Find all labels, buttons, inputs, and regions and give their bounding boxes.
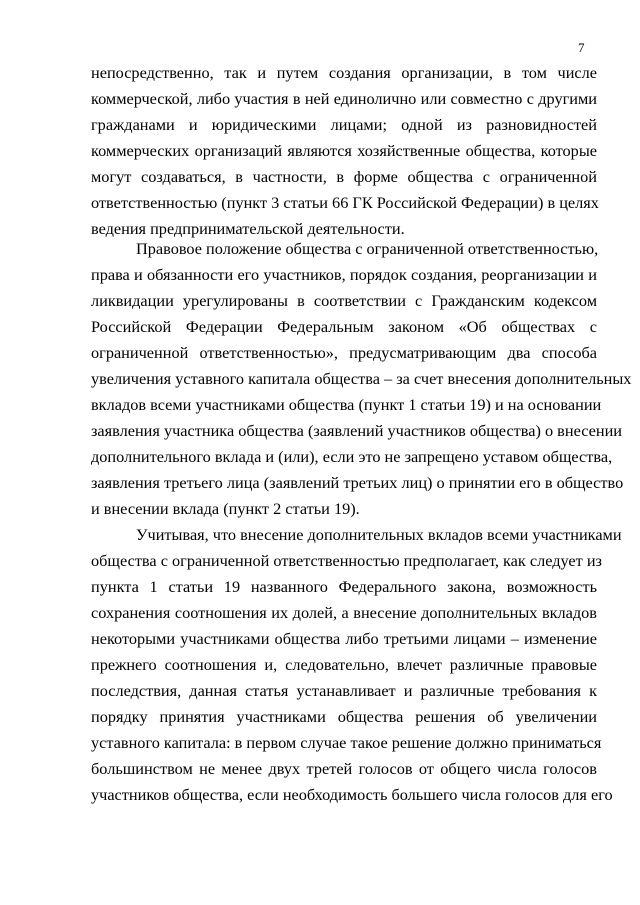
text-line: непосредственно, так и путем создания организации, в том числе: [91, 63, 597, 82]
text-line: права и обязанности его участников, порядок создания, реорганизации и: [91, 265, 597, 284]
paragraph-1: [91, 60, 597, 242]
text-line: заявления третьего лица (заявлений третьих лиц) о принятии его в общество: [91, 473, 624, 492]
text-line: Российской Федерации Федеральным законом «Об обществах с: [91, 317, 597, 336]
text-line: большинством не менее двух третей голосов от общего числа голосов: [91, 759, 597, 778]
page-number: 7: [578, 40, 585, 55]
text-line: и внесении вклада (пункт 2 статьи 19).: [91, 499, 360, 518]
text-line: ликвидации урегулированы в соответствии с Гражданским кодексом: [91, 291, 597, 310]
text-line: ответственностью (пункт 3 статьи 66 ГК Российской Федерации) в целях: [91, 193, 599, 212]
text-line: порядку принятия участниками общества решения об увеличении: [91, 707, 597, 726]
text-line: ведения предпринимательской деятельности.: [91, 219, 405, 238]
text-line: коммерческой, либо участия в ней единолично или совместно с другими: [91, 89, 597, 108]
text-line: пункта 1 статьи 19 названного Федерального закона, возможность: [91, 577, 597, 596]
paragraph-3: [91, 522, 622, 808]
paragraph-2: [91, 236, 632, 522]
text-line: дополнительного вклада и (или), если это не запрещено уставом общества,: [91, 447, 613, 466]
text-line: вкладов всеми участниками общества (пункт 1 статьи 19) и на основании: [91, 395, 602, 414]
text-line: Правовое положение общества с ограниченной ответственностью,: [136, 239, 599, 258]
text-line: могут создаваться, в частности, в форме общества с ограниченной: [91, 167, 597, 186]
text-line: последствия, данная статья устанавливает и различные требования к: [91, 681, 597, 700]
text-line: прежнего соотношения и, следовательно, влечет различные правовые: [91, 655, 597, 674]
text-line: Учитывая, что внесение дополнительных вкладов всеми участниками: [136, 525, 622, 544]
text-line: некоторыми участниками общества либо третьими лицами – изменение: [91, 629, 597, 648]
text-line: участников общества, если необходимость большего числа голосов для его: [91, 785, 613, 804]
text-line: сохранения соотношения их долей, а внесение дополнительных вкладов: [91, 603, 597, 622]
text-line: ограниченной ответственностью», предусматривающим два способа: [91, 343, 597, 362]
text-line: увеличения уставного капитала общества – за счет внесения дополнительных: [91, 369, 632, 388]
text-line: общества с ограниченной ответственностью предполагает, как следует из: [91, 551, 602, 570]
text-line: уставного капитала: в первом случае такое решение должно приниматься: [91, 733, 602, 752]
text-line: гражданами и юридическими лицами; одной из разновидностей: [91, 115, 597, 134]
text-line: коммерческих организаций являются хозяйственные общества, которые: [91, 141, 597, 160]
text-line: заявления участника общества (заявлений участников общества) о внесении: [91, 421, 623, 440]
